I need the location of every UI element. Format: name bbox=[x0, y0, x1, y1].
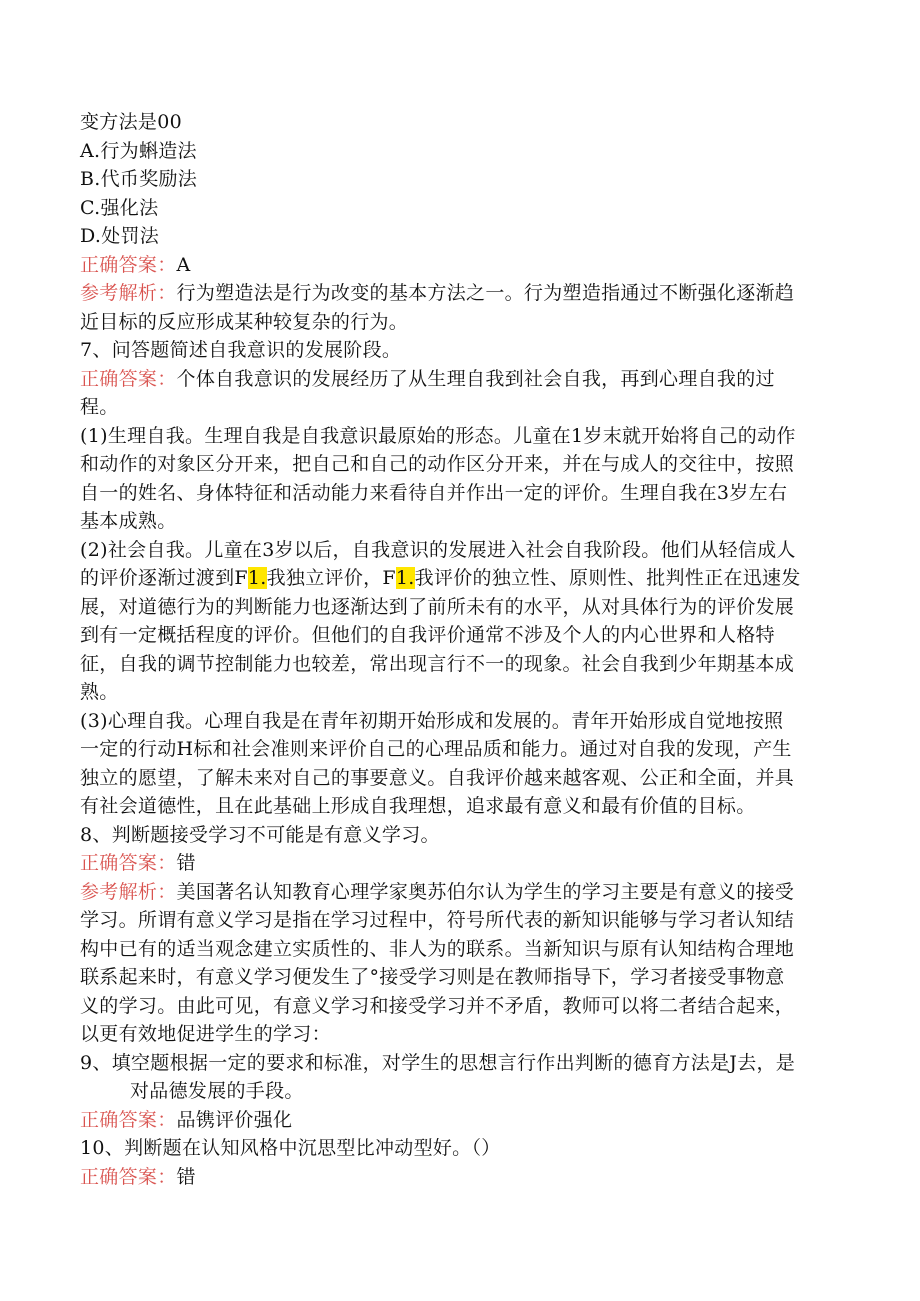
answer-label: 正确答案： bbox=[80, 253, 177, 276]
q7-paragraph-2-line: 展，对道德行为的判断能力也逐渐达到了前所未有的水平，从对具体行为的评价发展 bbox=[80, 595, 795, 618]
q6-option-a: A.行为蝌造法 bbox=[80, 139, 197, 162]
q8-stem: 8、判断题接受学习不可能是有意义学习。 bbox=[80, 823, 440, 846]
q7-paragraph-1-line: 自一的姓名、身体特征和活动能力来看待自并作出一定的评价。生理自我在3岁左右 bbox=[80, 481, 788, 504]
answer-label: 正确答案： bbox=[80, 852, 177, 874]
q6-analysis-text: 行为塑造法是行为改变的基本方法之一。行为塑造指通过不断强化逐渐趋 bbox=[176, 282, 795, 304]
highlighted-text: 1. bbox=[395, 567, 415, 589]
q9-answer: 品镌评价强化 bbox=[176, 1108, 293, 1131]
q8-analysis-line: 义的学习。由此可见，有意义学习和接受学习并不矛盾，教师可以将二者结合起来， bbox=[80, 994, 795, 1017]
q6-option-d: D.处罚法 bbox=[80, 225, 160, 247]
q6-answer-line bbox=[80, 251, 840, 280]
q7-paragraph-2-line: 征，自我的调节控制能力也较差，常出现言行不一的现象。社会自我到少年期基本成 bbox=[80, 652, 795, 675]
q7-paragraph-1-line: (1)生理自我。生理自我是自我意识最原始的形态。儿童在1岁末就开始将自己的动作 bbox=[80, 424, 796, 447]
text-run: 我独立评价，F bbox=[266, 567, 396, 589]
q6-option-c: C.强化法 bbox=[80, 196, 159, 219]
answer-label: 正确答案： bbox=[80, 1165, 177, 1188]
q7-paragraph-2-line: 到有一定概括程度的评价。但他们的自我评价通常不涉及个人的内心世界和人格特 bbox=[80, 624, 775, 646]
q7-paragraph-3-line: 有社会道德性，且在此基础上形成自我理想，追求最有意义和最有价值的目标。 bbox=[80, 795, 756, 817]
q10-answer: 错 bbox=[176, 1165, 196, 1188]
q6-analysis-line: 近目标的反应形成某种较复杂的行为。 bbox=[80, 310, 409, 333]
q7-paragraph-3-line: (3)心理自我。心理自我是在青年初期开始形成和发展的。青年开始形成自觉地按照 bbox=[80, 709, 784, 732]
answer-label: 正确答案： bbox=[80, 1108, 177, 1131]
q7-stem: 7、问答题简述自我意识的发展阶段。 bbox=[80, 339, 402, 361]
q7-answer-text: 个体自我意识的发展经历了从生理自我到社会自我，再到心理自我的过 bbox=[176, 367, 775, 390]
q8-analysis-line: 学习。所谓有意义学习是指在学习过程中，符号所代表的新知识能够与学习者认知结 bbox=[80, 909, 795, 931]
q8-analysis-line bbox=[80, 878, 840, 907]
q7-paragraph-2-line: (2)社会自我。儿童在3岁以后，自我意识的发展进入社会自我阶段。他们从轻信成人 bbox=[80, 538, 796, 561]
document-page bbox=[80, 108, 840, 1191]
q9-answer-line bbox=[80, 1106, 840, 1135]
q10-stem: 10、判断题在认知风格中沉思型比冲动型好。（） bbox=[80, 1137, 501, 1159]
q7-answer-line bbox=[80, 365, 840, 394]
q9-stem: 9、填空题根据一定的要求和标准，对学生的思想言行作出判断的德育方法是J去，是 bbox=[80, 1051, 796, 1074]
q8-analysis-line: 联系起来时，有意义学习便发生了°接受学习则是在教师指导下，学习者接受事物意 bbox=[80, 966, 785, 988]
q7-paragraph-2-line bbox=[80, 564, 840, 593]
q7-paragraph-3-line: 一定的行动H标和社会准则来评价自己的心理品质和能力。通过对自我的发现，产生 bbox=[80, 738, 792, 760]
q6-answer: A bbox=[176, 253, 191, 276]
q7-paragraph-2-line: 熟。 bbox=[80, 681, 119, 703]
q7-paragraph-3-line: 独立的愿望，了解未来对自己的事要意义。自我评价越来越客观、公正和全面，并具 bbox=[80, 766, 795, 789]
q7-paragraph-1-line: 和动作的对象区分开来，把自己和自己的动作区分开来，并在与成人的交往中，按照 bbox=[80, 453, 795, 475]
q6-option-b: B.代币奖励法 bbox=[80, 168, 198, 190]
q8-answer: 错 bbox=[176, 852, 196, 874]
q8-analysis-text: 美国著名认知教育心理学家奥苏伯尔认为学生的学习主要是有意义的接受 bbox=[176, 880, 795, 903]
text-run: 的评价逐渐过渡到F bbox=[80, 567, 248, 589]
q8-analysis-line: 构中已有的适当观念建立实质性的、非人为的联系。当新知识与原有认知结构合理地 bbox=[80, 937, 795, 960]
q9-stem-continuation: 对品德发展的手段。 bbox=[130, 1080, 304, 1102]
q7-answer-line: 程。 bbox=[80, 396, 119, 418]
q6-stem-tail: 变方法是00 bbox=[80, 111, 182, 133]
q10-answer-line bbox=[80, 1163, 840, 1192]
analysis-label: 参考解析： bbox=[80, 282, 177, 304]
answer-label: 正确答案： bbox=[80, 367, 177, 390]
analysis-label: 参考解析： bbox=[80, 880, 177, 903]
highlighted-text: 1. bbox=[247, 567, 267, 589]
q8-answer-line bbox=[80, 849, 840, 878]
q7-paragraph-1-line: 基本成熟。 bbox=[80, 510, 177, 532]
text-run: 我评价的独立性、原则性、批判性正在迅速发 bbox=[414, 567, 801, 589]
q8-analysis-line: 以更有效地促进学生的学习： bbox=[80, 1023, 331, 1045]
q6-analysis-line bbox=[80, 279, 840, 308]
